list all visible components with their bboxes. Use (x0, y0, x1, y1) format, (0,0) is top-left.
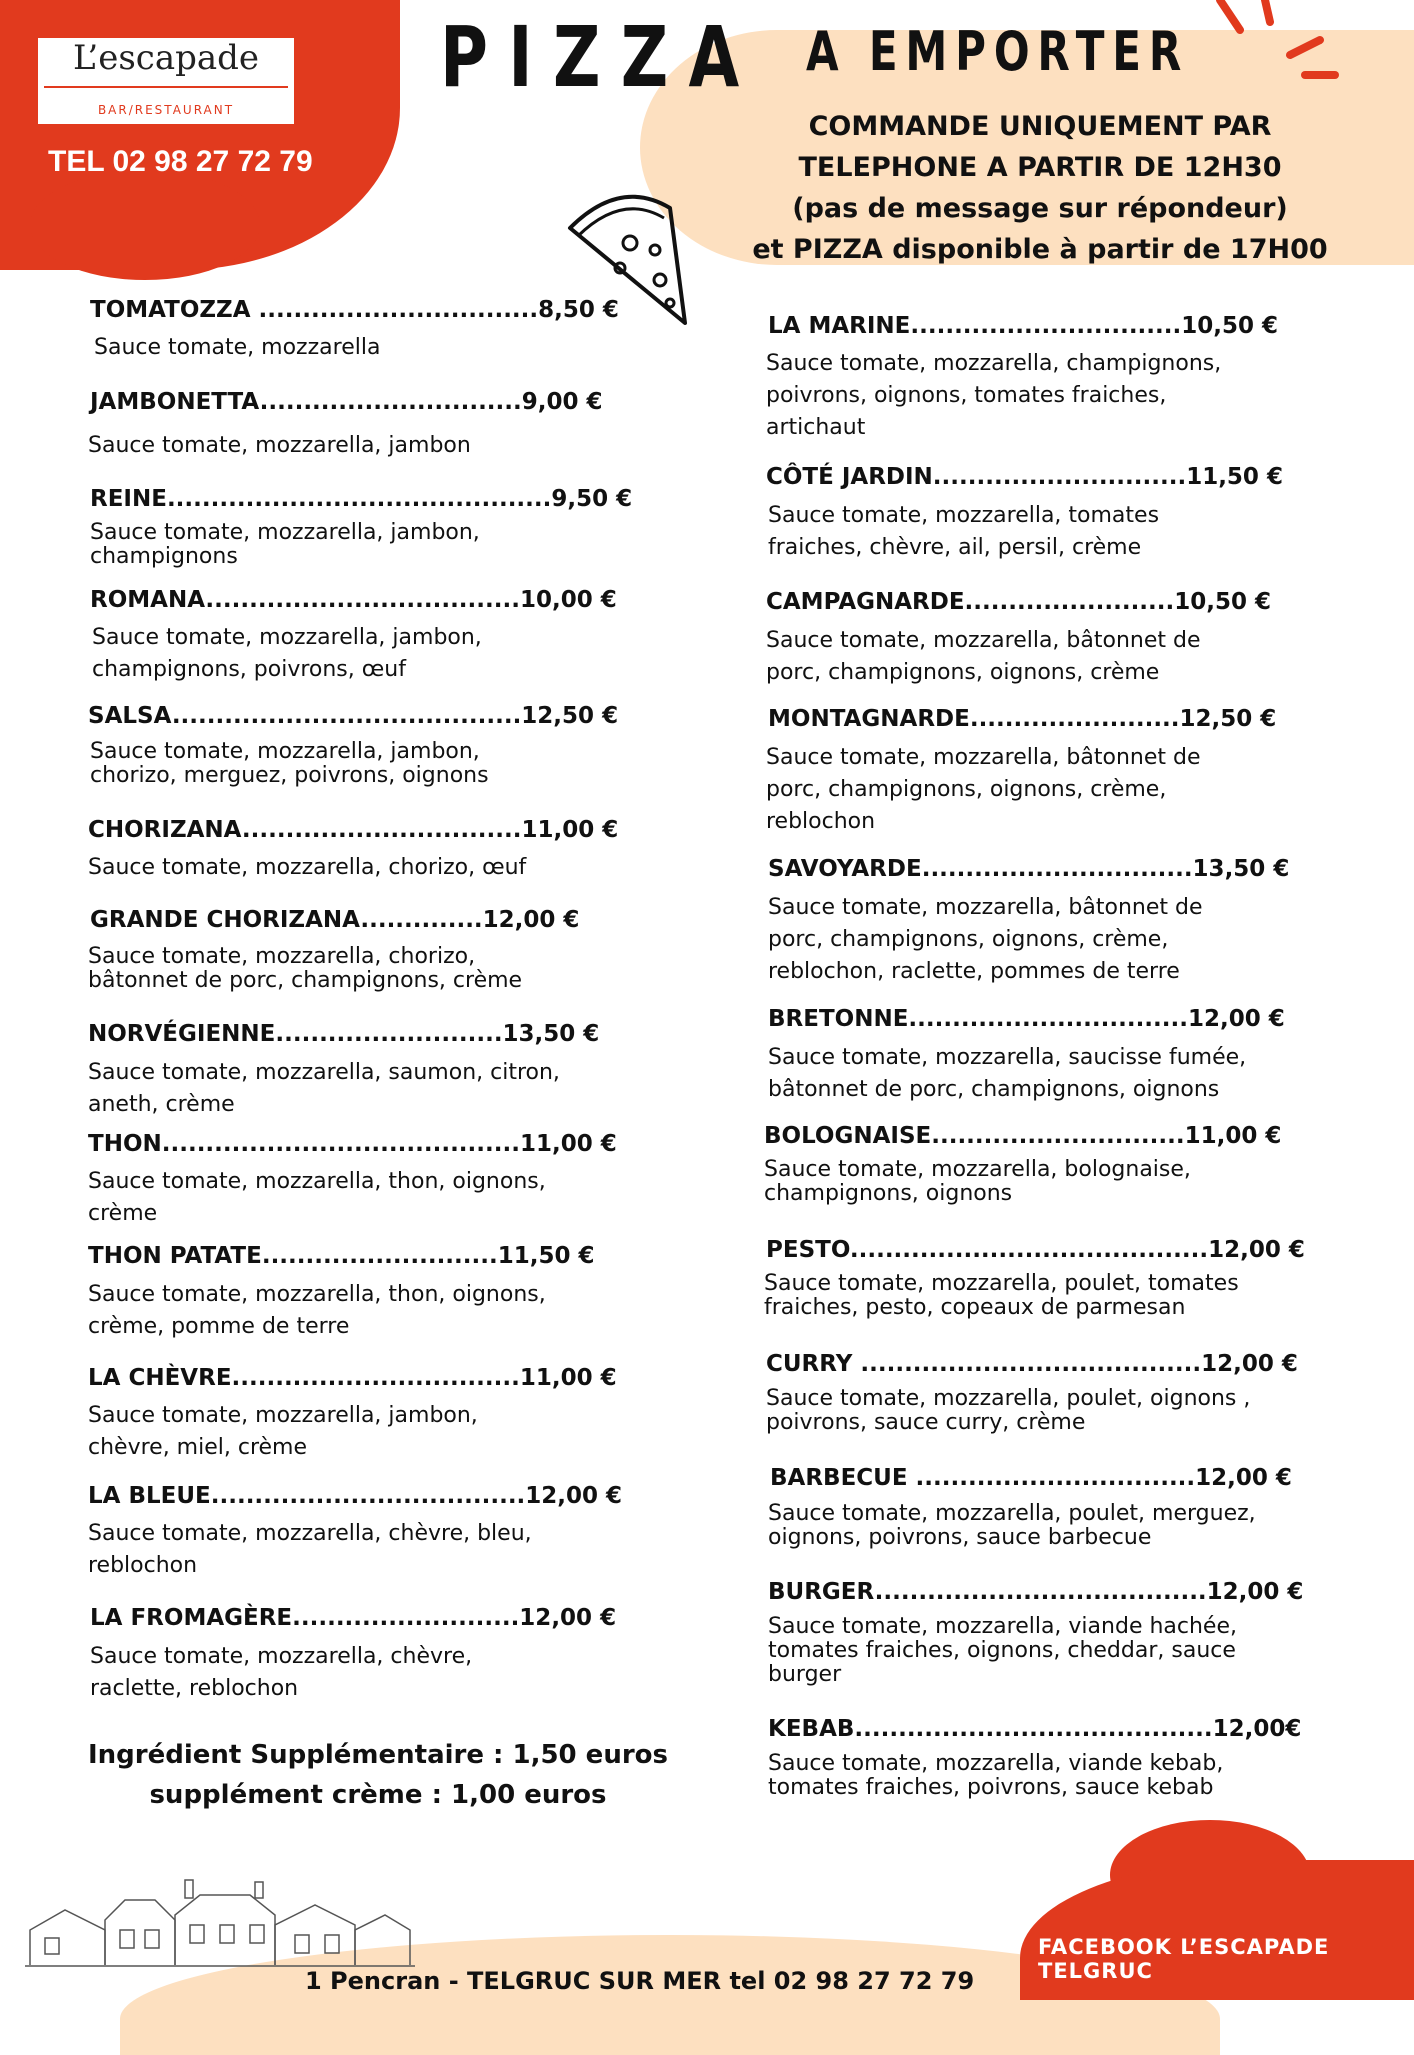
menu-item-name: LA FROMAGÈRE..........................12,00 € (90, 1605, 617, 1631)
menu-item-name: BURGER......................................12,00 € (768, 1579, 1304, 1605)
page-title: PIZZA (440, 8, 760, 106)
menu-item-desc: Sauce tomate, mozzarella, poulet, merguez, oignons, poivrons, sauce barbecue (768, 1501, 1256, 1550)
menu-item-desc: Sauce tomate, mozzarella (94, 335, 381, 360)
phone-banner: TEL 02 98 27 72 79 (48, 145, 313, 178)
menu-item-name: GRANDE CHORIZANA..............12,00 € (90, 907, 580, 933)
menu-item-name: JAMBONETTA..............................9,00 € (90, 389, 603, 415)
order-notice (740, 106, 1340, 270)
menu-item-desc: Sauce tomate, mozzarella, jambon (88, 433, 471, 458)
house-sketch-icon (25, 1870, 415, 1970)
menu-item-desc: Sauce tomate, mozzarella, bolognaise, champignons, oignons (764, 1157, 1191, 1206)
menu-item-desc: Sauce tomate, mozzarella, jambon, chèvre, miel, crème (88, 1403, 478, 1460)
menu-item-name: CÔTÉ JARDIN.............................11,50 € (766, 464, 1283, 490)
menu-item-desc: Sauce tomate, mozzarella, champignons, poivrons, oignons, tomates fraiches, artichaut (766, 351, 1222, 440)
supplement-line: Ingrédient Supplémentaire : 1,50 euros (88, 1740, 668, 1770)
menu-item-name: ROMANA....................................10,00 € (90, 587, 617, 613)
menu-item-name: THON PATATE...........................11,50 € (88, 1243, 595, 1269)
menu-item-name: CHORIZANA................................11,00 € (88, 817, 619, 843)
menu-item-desc: Sauce tomate, mozzarella, saumon, citron, aneth, crème (88, 1060, 560, 1117)
menu-item-desc: Sauce tomate, mozzarella, bâtonnet de porc, champignons, oignons, crème, reblochon (766, 745, 1201, 834)
menu-item-name: BRETONNE................................12,00 € (768, 1006, 1285, 1032)
facebook-link[interactable]: FACEBOOK L’ESCAPADE TELGRUC (1038, 1935, 1330, 1983)
menu-item-desc: Sauce tomate, mozzarella, chorizo, œuf (88, 855, 527, 880)
logo-divider (44, 86, 288, 88)
menu-item-name: CURRY .......................................12,00 € (766, 1351, 1298, 1377)
menu-item-name: BARBECUE ................................12,00 € (770, 1465, 1292, 1491)
menu-item-desc: Sauce tomate, mozzarella, chèvre, bleu, reblochon (88, 1521, 532, 1578)
notice-line: (pas de message sur répondeur) (792, 193, 1288, 224)
menu-item-name: MONTAGNARDE........................12,50 € (768, 706, 1277, 732)
menu-item-name: CAMPAGNARDE........................10,50 € (766, 589, 1272, 615)
menu-item-desc: Sauce tomate, mozzarella, poulet, oignons , poivrons, sauce curry, crème (766, 1386, 1251, 1435)
menu-item-desc: Sauce tomate, mozzarella, tomates fraiches, chèvre, ail, persil, crème (768, 503, 1160, 560)
menu-item-desc: Sauce tomate, mozzarella, viande hachée, tomates fraiches, oignons, cheddar, sauce burger (768, 1614, 1237, 1687)
menu-item-name: NORVÉGIENNE..........................13,50 € (88, 1021, 600, 1047)
menu-item-desc: Sauce tomate, mozzarella, jambon, chorizo, merguez, poivrons, oignons (90, 739, 489, 788)
menu-item-name: REINE............................................9,50 € (90, 486, 633, 512)
menu-item-desc: Sauce tomate, mozzarella, saucisse fumée, bâtonnet de porc, champignons, oignons (768, 1045, 1247, 1102)
menu-item-desc: Sauce tomate, mozzarella, jambon, champignons (90, 520, 480, 569)
notice-line: COMMANDE UNIQUEMENT PAR (808, 111, 1272, 142)
logo-name: L’escapade (72, 38, 260, 78)
red-blob-top-left-drip (30, 170, 260, 280)
notice-line: et PIZZA disponible à partir de 17H00 (752, 234, 1328, 265)
menu-item-name: LA MARINE...............................10,50 € (768, 313, 1278, 339)
menu-item-name: THON.........................................11,00 € (88, 1131, 617, 1157)
menu-item-name: LA BLEUE....................................12,00 € (88, 1483, 623, 1509)
menu-item-desc: Sauce tomate, mozzarella, thon, oignons, crème (88, 1169, 546, 1226)
sunburst-icon (1210, 0, 1350, 80)
footer-address: 1 Pencran - TELGRUC SUR MER tel 02 98 27 72 79 (305, 1967, 975, 1995)
logo-subtitle: BAR/RESTAURANT (97, 103, 235, 117)
menu-item-desc: Sauce tomate, mozzarella, thon, oignons, crème, pomme de terre (88, 1282, 546, 1339)
notice-line: TELEPHONE A PARTIR DE 12H30 (798, 152, 1282, 183)
menu-item-desc: Sauce tomate, mozzarella, jambon, champignons, poivrons, œuf (92, 625, 482, 682)
menu-item-desc: Sauce tomate, mozzarella, chèvre, raclette, reblochon (90, 1644, 473, 1701)
menu-item-name: KEBAB.........................................12,00€ (768, 1716, 1302, 1742)
supplement-line: supplément crème : 1,00 euros (149, 1780, 607, 1810)
menu-item-name: SAVOYARDE...............................13,50 € (768, 856, 1290, 882)
menu-item-name: LA CHÈVRE.................................11,00 € (88, 1365, 617, 1391)
menu-item-desc: Sauce tomate, mozzarella, bâtonnet de porc, champignons, oignons, crème (766, 628, 1201, 685)
menu-item-desc: Sauce tomate, mozzarella, viande kebab, tomates fraiches, poivrons, sauce kebab (768, 1751, 1224, 1800)
menu-item-desc: Sauce tomate, mozzarella, bâtonnet de porc, champignons, oignons, crème, reblochon, raclette, pommes de terre (768, 895, 1203, 984)
menu-item-name: SALSA........................................12,50 € (88, 703, 619, 729)
menu-item-desc: Sauce tomate, mozzarella, chorizo, bâtonnet de porc, champignons, crème (88, 944, 523, 993)
menu-item-name: TOMATOZZA ................................8,50 € (90, 297, 619, 323)
page-subtitle: A EMPORTER (806, 20, 1190, 83)
menu-item-desc: Sauce tomate, mozzarella, poulet, tomates fraiches, pesto, copeaux de parmesan (764, 1271, 1239, 1320)
supplements-note (88, 1735, 668, 1815)
menu-item-name: BOLOGNAISE.............................11,00 € (764, 1123, 1282, 1149)
menu-item-name: PESTO.........................................12,00 € (766, 1237, 1305, 1263)
